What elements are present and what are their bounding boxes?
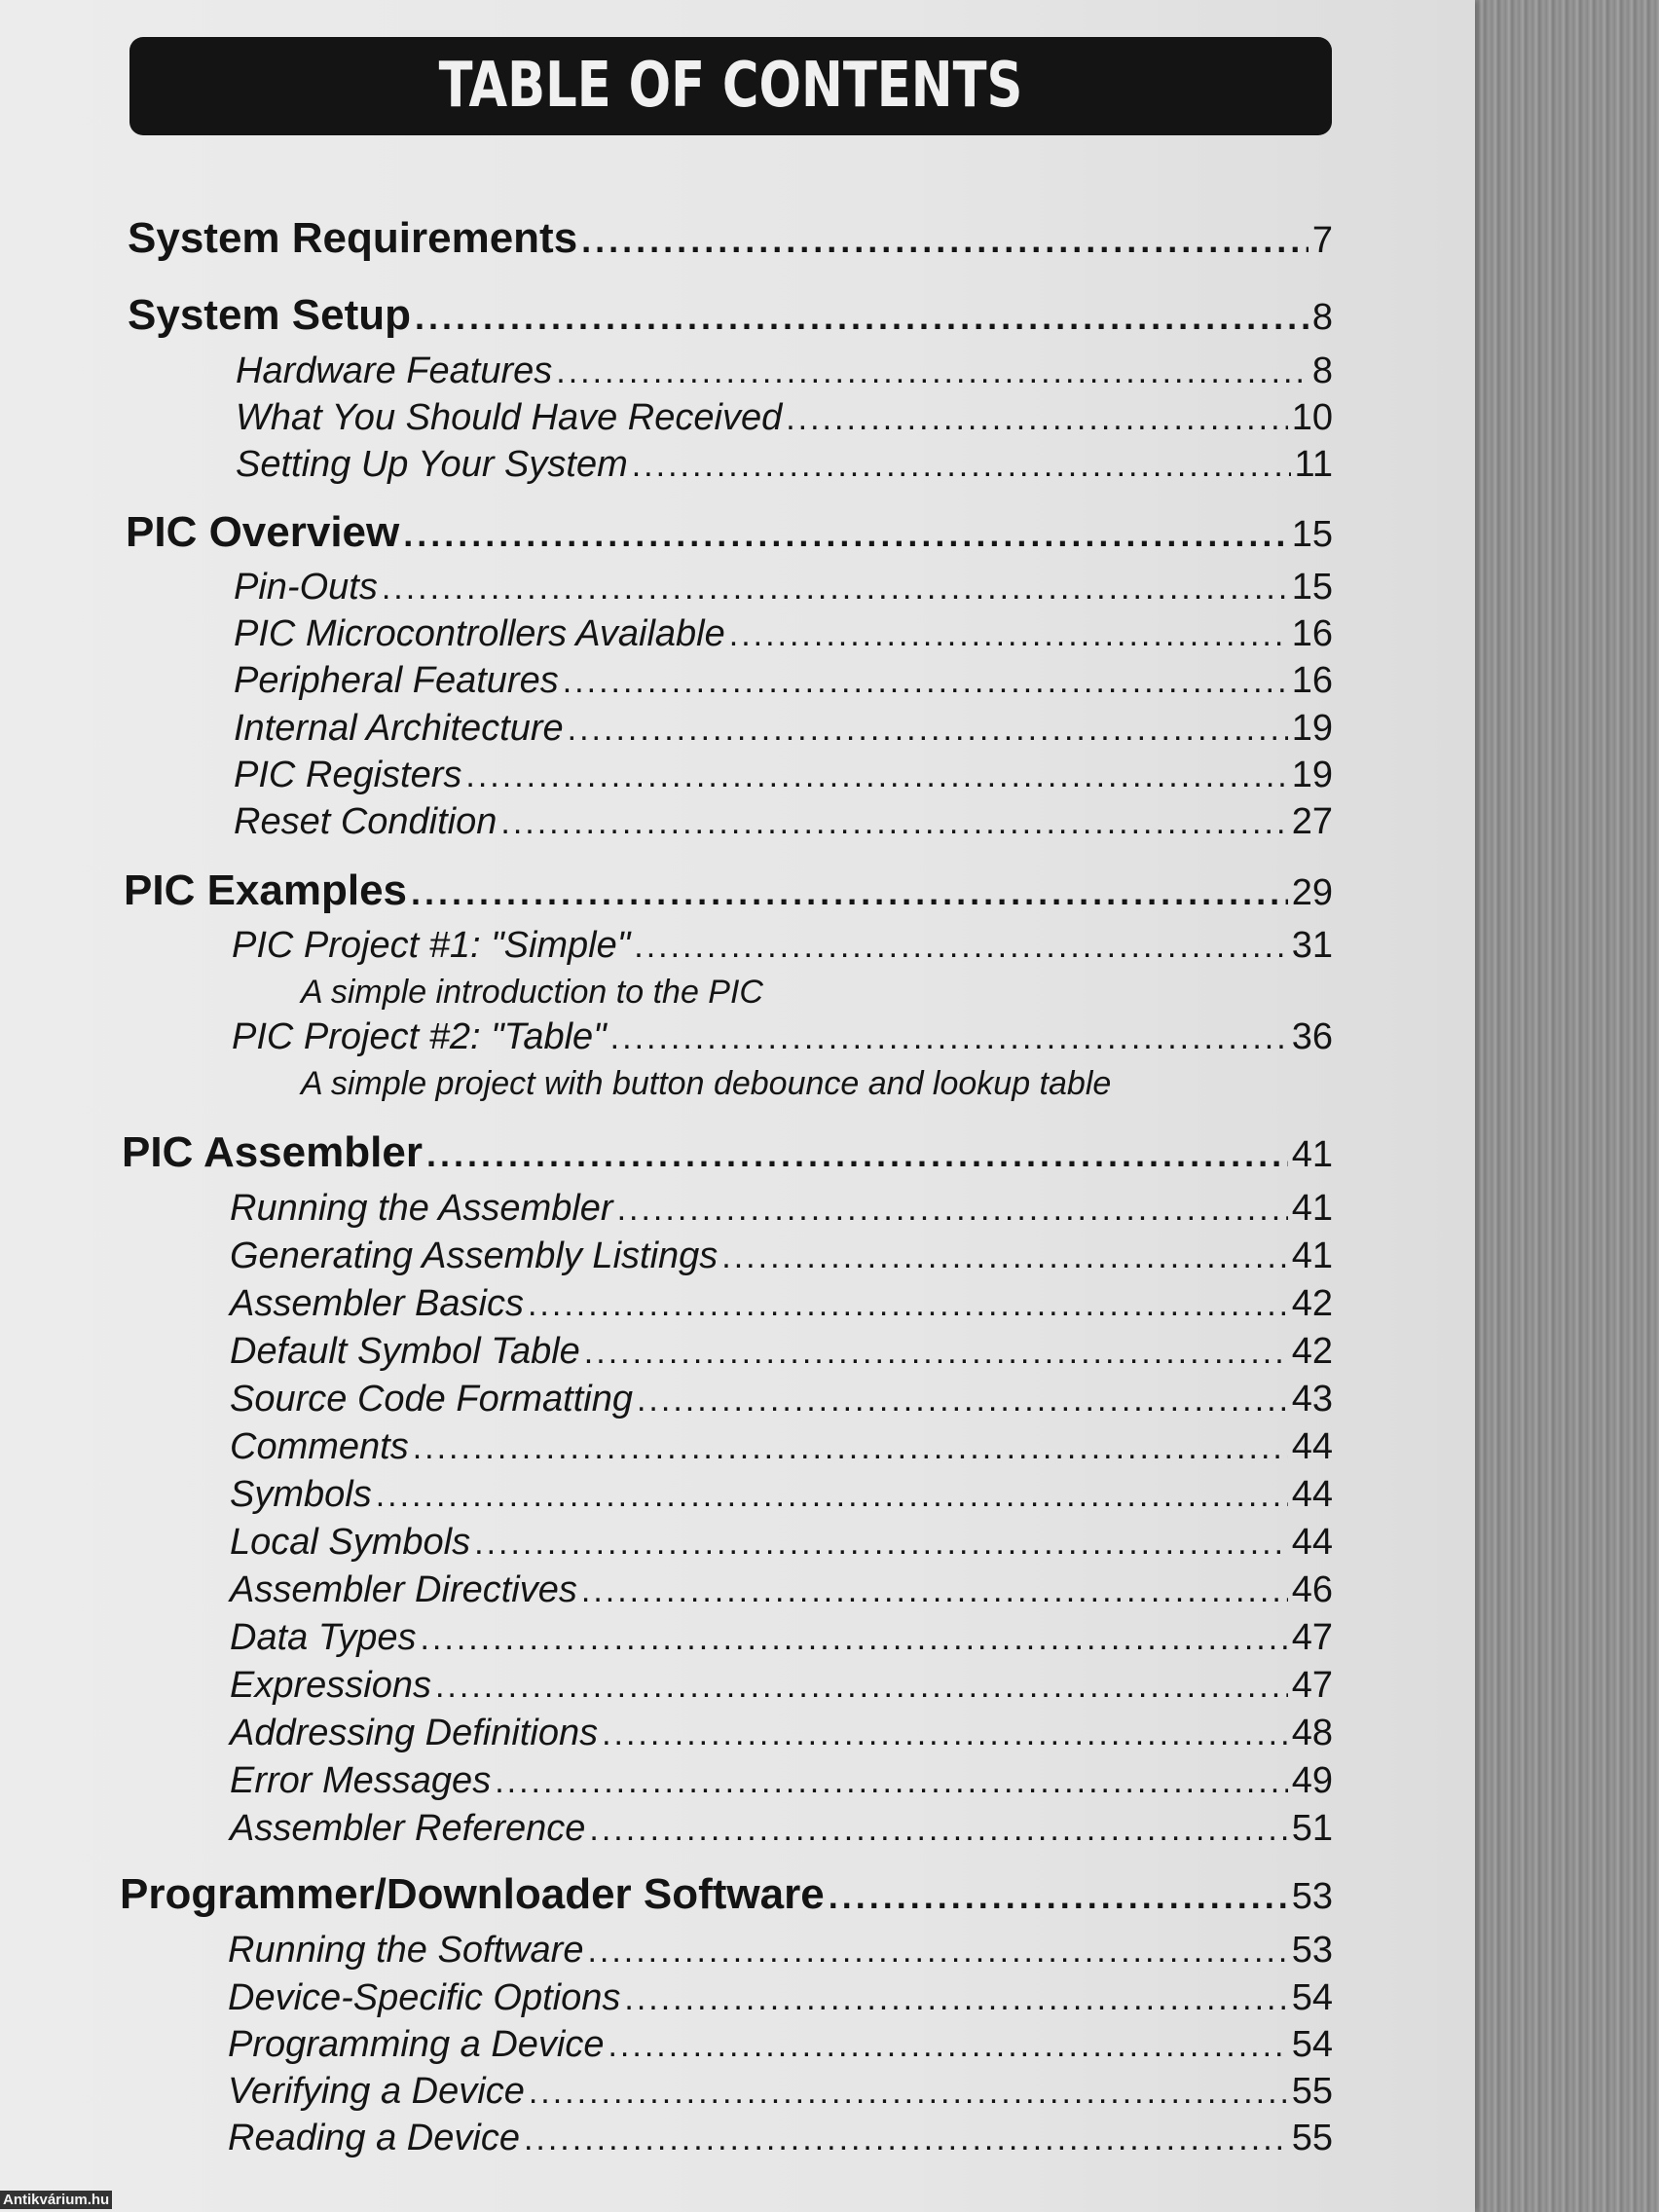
dot-leader: [413, 1429, 1288, 1467]
toc-page-number: 54: [1291, 1977, 1333, 2018]
toc-page-number: 49: [1291, 1760, 1333, 1801]
toc-entry-title: Peripheral Features: [234, 660, 559, 701]
dot-leader: [376, 1477, 1288, 1515]
dot-leader: [474, 1525, 1288, 1563]
dot-leader: [465, 757, 1287, 795]
toc-entry-title: PIC Project #1: "Simple": [232, 925, 631, 966]
toc-entry: [230, 1426, 1333, 1468]
toc-page-number: 27: [1291, 801, 1333, 842]
dot-leader: [587, 1933, 1287, 1971]
toc-page-number: 10: [1291, 397, 1333, 438]
toc-page-number: 19: [1291, 708, 1333, 749]
toc-page-number: 53: [1291, 1930, 1333, 1971]
toc-entry: [230, 1379, 1333, 1420]
toc-entry-title: PIC Registers: [234, 755, 462, 795]
dot-leader: [829, 1876, 1288, 1917]
toc-section: [124, 866, 1333, 915]
toc-entry: [228, 2024, 1333, 2066]
toc-entry-title: Comments: [230, 1426, 409, 1467]
dot-leader: [608, 2027, 1287, 2065]
dot-leader: [721, 1238, 1287, 1276]
dot-leader: [563, 663, 1288, 701]
toc-page-number: 11: [1294, 444, 1333, 485]
toc-entry-title: Hardware Features: [236, 350, 553, 391]
toc-entry: [230, 1331, 1333, 1373]
toc-section: [120, 1870, 1333, 1919]
toc-entry-title: Symbols: [230, 1474, 372, 1515]
toc-page-number: 8: [1311, 297, 1333, 338]
toc-page-number: 42: [1291, 1331, 1333, 1372]
toc-page-number: 29: [1291, 872, 1333, 913]
dot-leader: [529, 2074, 1288, 2112]
dot-leader: [581, 1572, 1288, 1610]
dot-leader: [382, 570, 1288, 608]
toc-entry: [232, 1016, 1333, 1058]
toc-entry-title: Verifying a Device: [228, 2071, 525, 2112]
toc-entry: [232, 925, 1333, 967]
toc-entry-title: Reset Condition: [234, 801, 498, 842]
toc-section-title: PIC Assembler: [122, 1128, 423, 1176]
background-wood-surface: [1465, 0, 1659, 2212]
toc-page-number: 15: [1291, 567, 1333, 608]
toc-page-number: 8: [1311, 350, 1333, 391]
toc-page-number: 42: [1291, 1283, 1333, 1324]
toc-entry-title: Assembler Basics: [230, 1283, 524, 1324]
dot-leader: [500, 804, 1287, 842]
toc-page-number: 51: [1291, 1808, 1333, 1849]
toc-entry-title: Expressions: [230, 1665, 431, 1706]
toc-entry: [228, 1930, 1333, 1972]
toc-page-number: 41: [1291, 1188, 1333, 1229]
toc-entry-title: Local Symbols: [230, 1522, 471, 1563]
toc-entry: [234, 660, 1333, 702]
toc-page-number: 46: [1291, 1569, 1333, 1610]
toc-page-number: 7: [1311, 220, 1333, 261]
toc-entry-title: Running the Assembler: [230, 1188, 613, 1229]
toc-page-number: 43: [1291, 1379, 1333, 1419]
toc-entry: [234, 755, 1333, 796]
dot-leader: [435, 1668, 1288, 1706]
toc-section-title: PIC Overview: [126, 508, 400, 556]
toc-entry: [230, 1283, 1333, 1325]
dot-leader: [617, 1191, 1288, 1229]
toc-entry: [236, 397, 1333, 439]
toc-page-number: 31: [1291, 925, 1333, 966]
toc-entry: [230, 1522, 1333, 1564]
toc-section-title: PIC Examples: [124, 866, 408, 914]
toc-page-number: 47: [1291, 1617, 1333, 1658]
toc-section: [128, 214, 1333, 263]
dot-leader: [403, 514, 1287, 555]
dot-leader: [581, 220, 1309, 261]
toc-page-number: 41: [1291, 1235, 1333, 1276]
toc-entry: [230, 1808, 1333, 1850]
dot-leader: [584, 1334, 1288, 1372]
toc-page-number: 16: [1291, 613, 1333, 654]
toc-entry: [236, 350, 1333, 392]
toc-entry-title: Internal Architecture: [234, 708, 564, 749]
dot-leader: [420, 1620, 1287, 1658]
toc-entry-title: Assembler Directives: [230, 1569, 577, 1610]
toc-section-title: System Requirements: [128, 214, 578, 262]
toc-entry-title: Assembler Reference: [230, 1808, 586, 1849]
toc-entry: [230, 1188, 1333, 1230]
toc-section-title: System Setup: [128, 291, 411, 339]
toc-entry-title: Setting Up Your System: [236, 444, 628, 485]
toc-entry: [236, 444, 1333, 486]
toc-section: [128, 291, 1333, 340]
toc-page-number: 44: [1291, 1426, 1333, 1467]
toc-page-number: 19: [1291, 755, 1333, 795]
dot-leader: [411, 872, 1288, 913]
toc-page-number: 53: [1291, 1876, 1333, 1917]
toc-page-number: 44: [1291, 1474, 1333, 1515]
toc-entry-title: Error Messages: [230, 1760, 492, 1801]
dot-leader: [637, 1382, 1288, 1419]
toc-entry: [234, 708, 1333, 750]
toc-entry-title: Data Types: [230, 1617, 417, 1658]
toc-entry: [230, 1235, 1333, 1277]
toc-entry-title: Pin-Outs: [234, 567, 378, 608]
toc-page-number: 55: [1291, 2071, 1333, 2112]
dot-leader: [426, 1134, 1288, 1175]
toc-entry-title: PIC Microcontrollers Available: [234, 613, 725, 654]
toc-page-number: 54: [1291, 2024, 1333, 2065]
toc-page-number: 36: [1291, 1016, 1333, 1057]
toc-entry: [234, 801, 1333, 843]
toc-entry-title: Programming a Device: [228, 2024, 605, 2065]
toc-entry-description: A simple introduction to the PIC: [301, 974, 763, 1011]
toc-page-number: 44: [1291, 1522, 1333, 1563]
toc-entry: [230, 1713, 1333, 1754]
dot-leader: [528, 1286, 1288, 1324]
toc-entry: [230, 1569, 1333, 1611]
toc-entry: [228, 1977, 1333, 2019]
toc-entry-description: A simple project with button debounce and lookup table: [301, 1065, 1112, 1102]
toc-page-number: 47: [1291, 1665, 1333, 1706]
toc-section: [122, 1128, 1333, 1177]
dot-leader: [729, 616, 1288, 654]
toc-entry: [230, 1617, 1333, 1659]
toc-entry-title: Reading a Device: [228, 2118, 520, 2158]
toc-entry-title: Running the Software: [228, 1930, 584, 1971]
toc-entry: [234, 613, 1333, 655]
toc-entry: [230, 1760, 1333, 1802]
toc-page-number: 55: [1291, 2118, 1333, 2158]
toc-entry-title: Generating Assembly Listings: [230, 1235, 719, 1276]
toc-entry: [228, 2071, 1333, 2113]
toc-entry: [230, 1665, 1333, 1707]
dot-leader: [568, 711, 1288, 749]
dot-leader: [632, 447, 1291, 485]
dot-leader: [524, 2120, 1288, 2158]
toc-entry-title: Source Code Formatting: [230, 1379, 633, 1419]
toc-entry-title: What You Should Have Received: [236, 397, 783, 438]
dot-leader: [634, 928, 1287, 966]
page-title: TABLE OF CONTENTS: [438, 50, 1023, 122]
toc-page-number: 41: [1291, 1134, 1333, 1175]
dot-leader: [786, 400, 1288, 438]
watermark: Antikvárium.hu: [0, 2191, 112, 2209]
toc-entry-title: Device-Specific Options: [228, 1977, 621, 2018]
dot-leader: [556, 353, 1309, 391]
dot-leader: [495, 1763, 1288, 1801]
dot-leader: [602, 1715, 1288, 1753]
dot-leader: [610, 1019, 1288, 1057]
dot-leader: [624, 1980, 1287, 2018]
toc-entry: [234, 567, 1333, 608]
toc-page-number: 16: [1291, 660, 1333, 701]
toc-entry-title: Addressing Definitions: [230, 1713, 599, 1753]
toc-page-number: 48: [1291, 1713, 1333, 1753]
toc-section-title: Programmer/Downloader Software: [120, 1870, 825, 1918]
toc-entry-title: Default Symbol Table: [230, 1331, 580, 1372]
toc-entry: [228, 2118, 1333, 2159]
toc-page-number: 15: [1291, 514, 1333, 555]
toc-section: [126, 508, 1333, 557]
toc-entry: [230, 1474, 1333, 1516]
dot-leader: [589, 1811, 1287, 1849]
toc-entry-title: PIC Project #2: "Table": [232, 1016, 607, 1057]
dot-leader: [415, 297, 1309, 338]
